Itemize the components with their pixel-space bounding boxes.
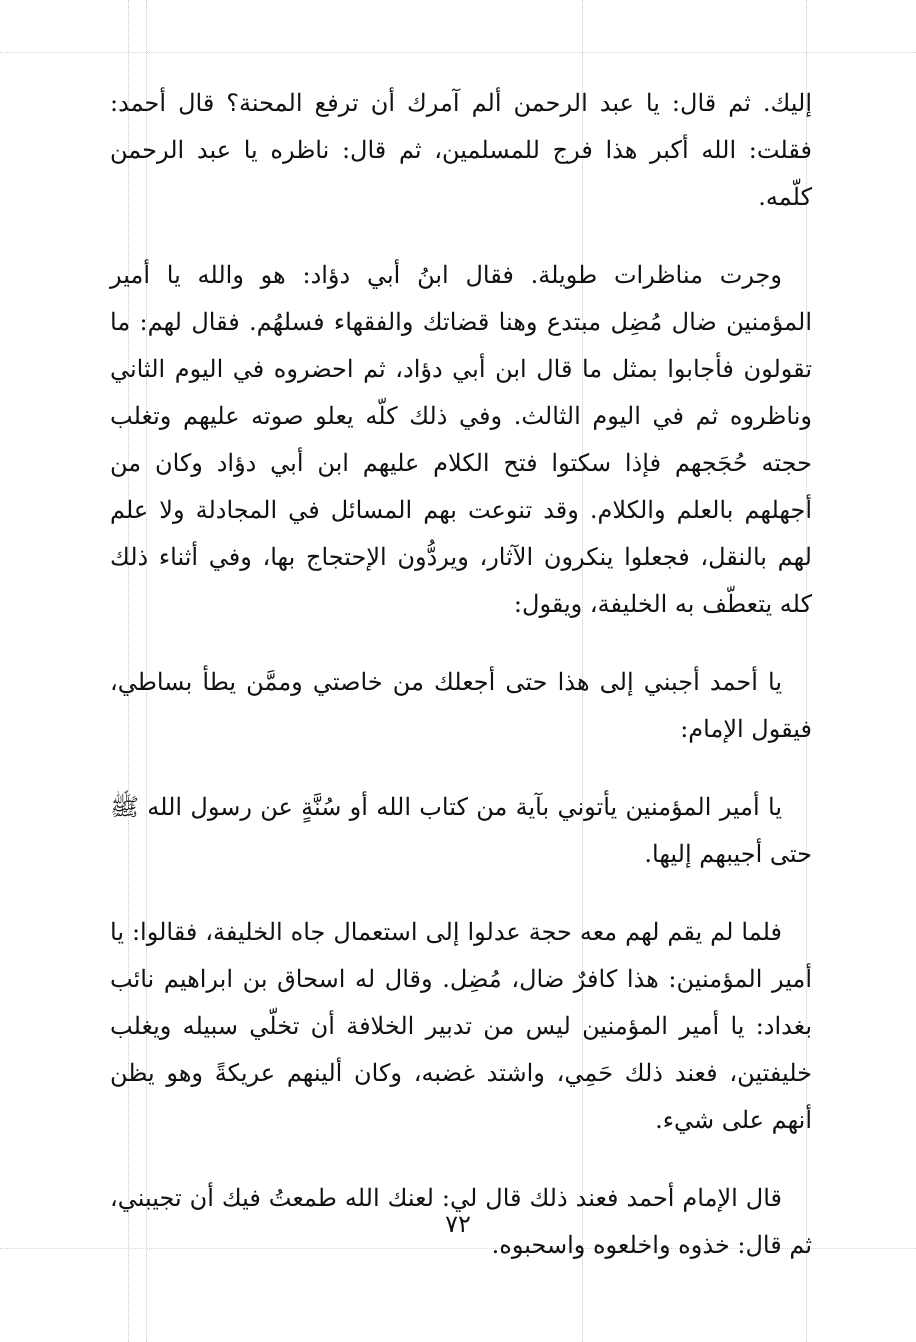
paragraph-2: وجرت مناظرات طويلة. فقال ابنُ أبي دؤاد: هو والله يا أمير المؤمنين ضال مُضِل مبتدع وهنا قضاتك والفقهاء فسلهُم. فقال لهم: ما تقولون فأجابوا بمثل ما قال ابن أبي دؤاد، ثم احضروه في اليوم الثاني وناظروه ثم في اليوم الثالث. وفي ذلك كلّه يعلو صوته عليهم وتغلب حجته حُجَجهم فإذا سكتوا فتح الكلام عليهم ابن أبي دؤاد وكان من أجهلهم بالعلم والكلام. وقد تنوعت بهم المسائل في المجادلة ولا علم لهم بالنقل، فجعلوا ينكرون الآثار، ويردُّون الإحتجاج بها، وفي أثناء ذلك كله يتعطّف به الخليفة، ويقول: (110, 261, 812, 618)
guide-line (0, 52, 916, 53)
page-body (110, 80, 812, 1300)
paragraph-3-quote: يا أحمد أجبني إلى هذا حتى أجعلك من خاصتي وممَّن يطأ بساطي، فيقول الإمام: (110, 668, 812, 743)
page-number: ٧٢ (445, 1210, 471, 1238)
paragraph-1: إليك. ثم قال: يا عبد الرحمن ألم آمرك أن ترفع المحنة؟ قال أحمد: فقلت: الله أكبر هذا فرج للمسلمين، ثم قال: ناظره يا عبد الرحمن كلّمه. (110, 89, 812, 211)
paragraph-6: قال الإمام أحمد فعند ذلك قال لي: لعنك الله طمعتُ فيك أن تجيبني، ثم قال: خذوه واخلعوه واسحبوه. (110, 1184, 812, 1259)
paragraph-4-quote: يا أمير المؤمنين يأتوني بآية من كتاب الله أو سُنَّةٍ عن رسول الله ﷺ حتى أجيبهم إليها. (110, 793, 812, 868)
paragraph-5: فلما لم يقم لهم معه حجة عدلوا إلى استعمال جاه الخليفة، فقالوا: يا أمير المؤمنين: هذا كافرٌ ضال، مُضِل. وقال له اسحاق بن ابراهيم نائب بغداد: يا أمير المؤمنين ليس من تدبير الخلافة أن تخلّي سبيله ويغلب خليفتين، فعند ذلك حَمِي، واشتد غضبه، وكان ألينهم عريكةً وهو يظن أنهم على شيء. (110, 918, 812, 1134)
